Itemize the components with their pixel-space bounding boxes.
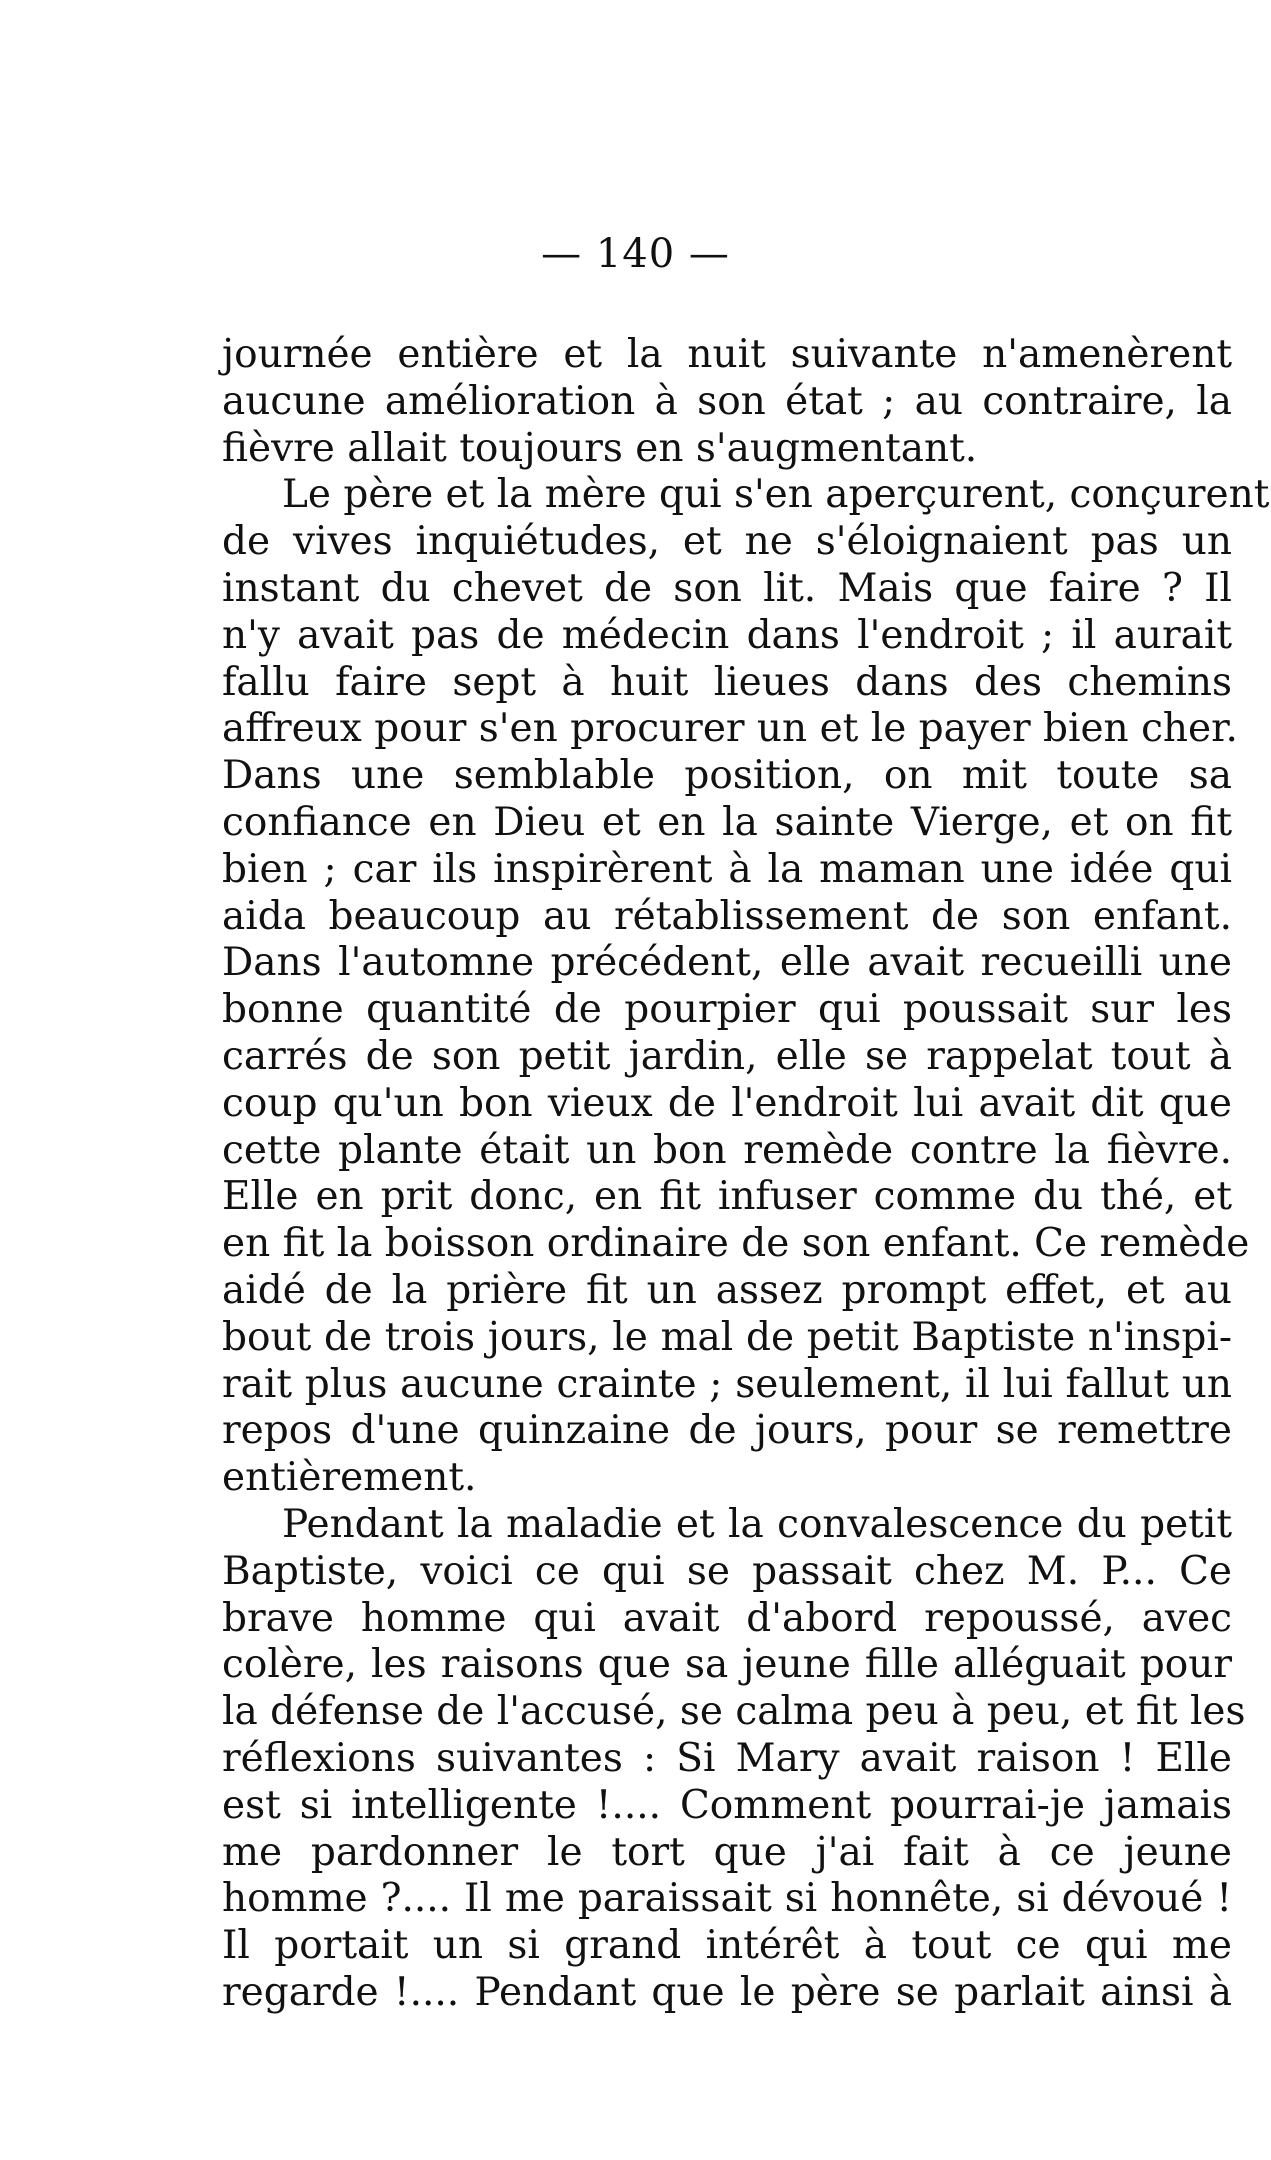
text-line: regarde !.... Pendant que le père se parlait ainsi à (222, 1969, 1232, 2015)
text-line: Dans une semblable position, on mit toute sa (222, 753, 1232, 799)
text-line: aidé de la prière fit un assez prompt effet, et au (222, 1267, 1232, 1313)
text-line: repos d'une quinzaine de jours, pour se remettre (222, 1408, 1232, 1454)
text-line: me pardonner le tort que j'ai fait à ce jeune (222, 1829, 1232, 1875)
text-line: colère, les raisons que sa jeune fille alléguait pour (222, 1642, 1232, 1688)
text-line: bonne quantité de pourpier qui poussait sur les (222, 987, 1232, 1033)
text-line: bien ; car ils inspirèrent à la maman une idée qui (222, 846, 1232, 892)
text-line: de vives inquiétudes, et ne s'éloignaient pas un (222, 519, 1232, 565)
text-line: n'y avait pas de médecin dans l'endroit ; il aurait (222, 612, 1232, 658)
text-line: confiance en Dieu et en la sainte Vierge, et on fit (222, 799, 1232, 845)
text-line: aida beaucoup au rétablissement de son enfant. (222, 893, 1232, 939)
text-line: fièvre allait toujours en s'augmentant. (222, 425, 978, 471)
text-line: homme ?.... Il me paraissait si honnête, si dévoué ! (222, 1876, 1232, 1922)
text-line: Il portait un si grand intérêt à tout ce qui me (222, 1923, 1232, 1969)
text-line: coup qu'un bon vieux de l'endroit lui avait dit que (222, 1080, 1232, 1126)
text-line: aucune amélioration à son état ; au contraire, la (222, 378, 1232, 424)
text-line: en fit la boisson ordinaire de son enfant. Ce remède (222, 1221, 1250, 1267)
text-line: carrés de son petit jardin, elle se rappelat tout à (222, 1033, 1232, 1079)
text-line: affreux pour s'en procurer un et le payer bien cher. (222, 706, 1238, 752)
body-text (222, 332, 1270, 2017)
text-line: est si intelligente !.... Comment pourrai-je jamais (222, 1782, 1232, 1828)
text-line: réflexions suivantes : Si Mary avait raison ! Elle (222, 1735, 1232, 1781)
text-line: Elle en prit donc, en fit infuser comme du thé, et (222, 1174, 1232, 1220)
text-line: Le père et la mère qui s'en aperçurent, conçurent (282, 472, 1270, 518)
text-line: la défense de l'accusé, se calma peu à peu, et fit les (222, 1689, 1246, 1735)
text-line: entièrement. (222, 1455, 477, 1501)
page-number: — 140 — (541, 231, 730, 277)
text-line: Baptiste, voici ce qui se passait chez M. P... Ce (222, 1548, 1232, 1594)
text-line: brave homme qui avait d'abord repoussé, avec (222, 1595, 1232, 1641)
text-line: instant du chevet de son lit. Mais que faire ? Il (222, 565, 1232, 611)
text-line: journée entière et la nuit suivante n'amenèrent (222, 332, 1232, 377)
text-line: fallu faire sept à huit lieues dans des chemins (222, 659, 1232, 705)
text-line: cette plante était un bon remède contre la fièvre. (222, 1127, 1232, 1173)
text-line: rait plus aucune crainte ; seulement, il lui fallut un (222, 1361, 1232, 1407)
text-line: Dans l'automne précédent, elle avait recueilli une (222, 940, 1232, 986)
text-line: bout de trois jours, le mal de petit Baptiste n'inspi- (222, 1314, 1232, 1360)
text-line: Pendant la maladie et la convalescence du petit (282, 1501, 1232, 1547)
